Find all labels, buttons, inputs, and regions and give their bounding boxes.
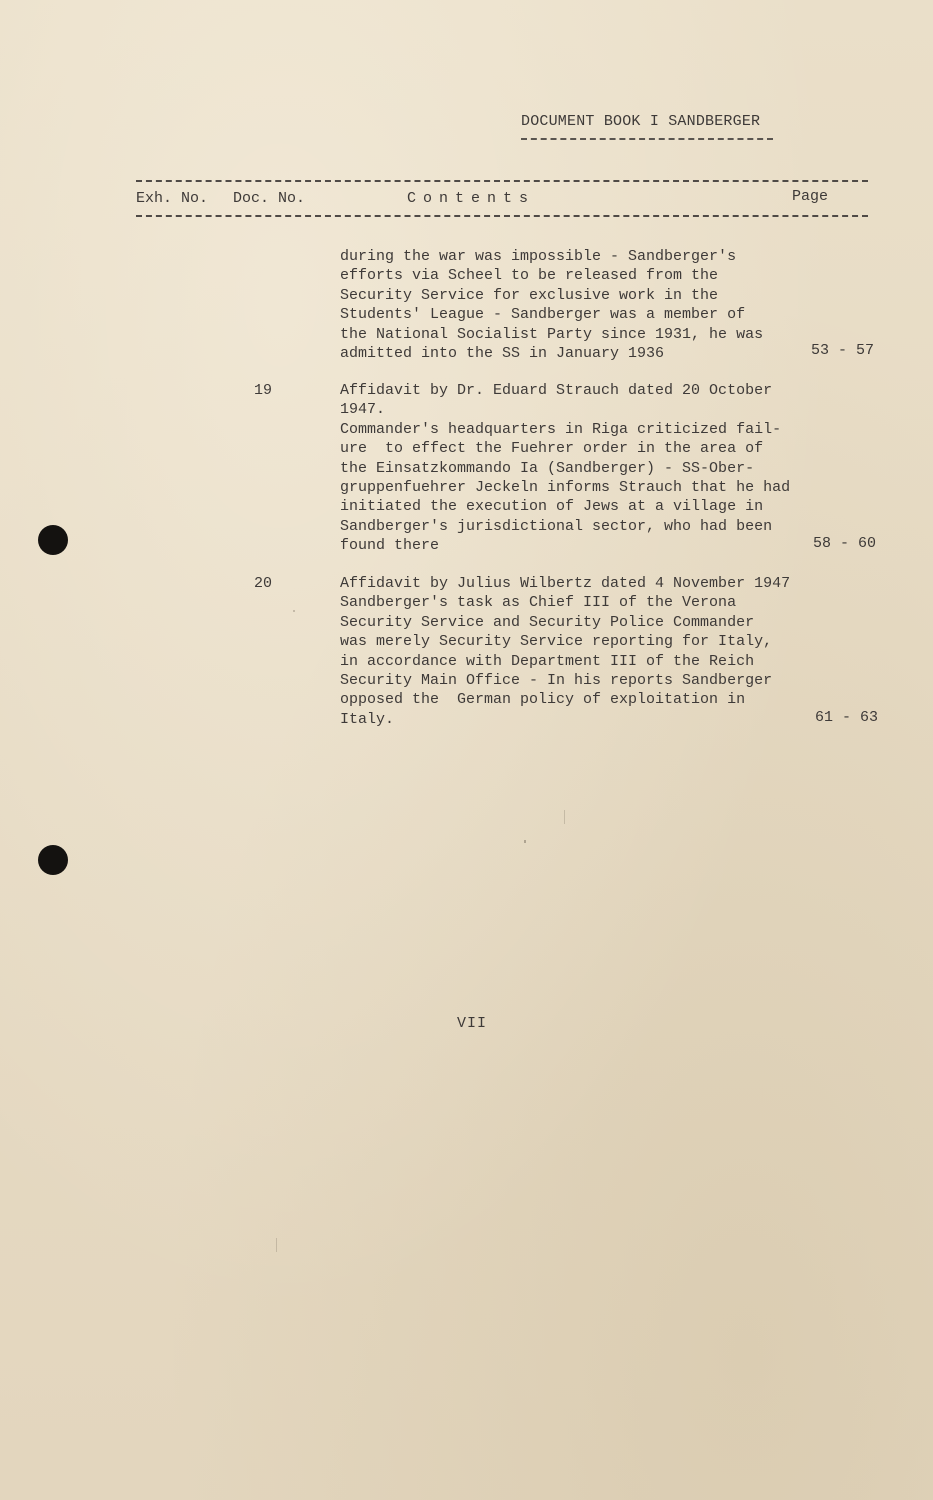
paper-speck xyxy=(293,610,295,612)
entry-page-range: 61 - 63 xyxy=(815,709,879,726)
column-header-page: Page xyxy=(792,188,829,205)
document-title: DOCUMENT BOOK I SANDBERGER xyxy=(521,113,761,130)
paper-speck xyxy=(524,840,526,843)
column-header-contents: Contents xyxy=(407,190,536,207)
entry-text: Affidavit by Dr. Eduard Strauch dated 20 October 1947. Commander's headquarters in Riga criticized fail- ure to effect the Fuehrer order in the area of the Einsatzkommando Ia (Sandberger) - SS-Ober- gruppenfuehrer Jeckeln informs Strauch that he had initiated the execution of Jews at a village in Sandberger's jurisdictional sector, who had been found there xyxy=(340,382,791,555)
entry-doc-number: 20 xyxy=(254,575,273,592)
column-header-exh-no: Exh. No. xyxy=(136,190,209,207)
column-header-doc-no: Doc. No. xyxy=(233,190,306,207)
entry-page-range: 58 - 60 xyxy=(813,535,877,552)
punch-hole xyxy=(38,525,68,555)
entry-text: during the war was impossible - Sandberger's efforts via Scheel to be released from the Security Service for exclusive work in the Students' League - Sandberger was a member of the National Socialist Party since 1931, he was admitted into the SS in January 1936 xyxy=(340,248,764,363)
entry-page-range: 53 - 57 xyxy=(811,342,875,359)
punch-hole xyxy=(38,845,68,875)
entry-doc-number: 19 xyxy=(254,382,273,399)
entry-text: Affidavit by Julius Wilbertz dated 4 November 1947 Sandberger's task as Chief III of the Verona Security Service and Security Police Commander was merely Security Service reporting for Italy, in accordance with Department III of the Reich Security Main Office - In his reports Sandberger opposed the German policy of exploitation in Italy. xyxy=(340,575,791,728)
paper-speck xyxy=(276,1238,277,1252)
header-bottom-rule xyxy=(136,215,868,217)
page-number: VII xyxy=(457,1015,488,1032)
header-top-rule xyxy=(136,180,868,182)
title-underline xyxy=(521,138,773,140)
paper-speck xyxy=(564,810,565,824)
